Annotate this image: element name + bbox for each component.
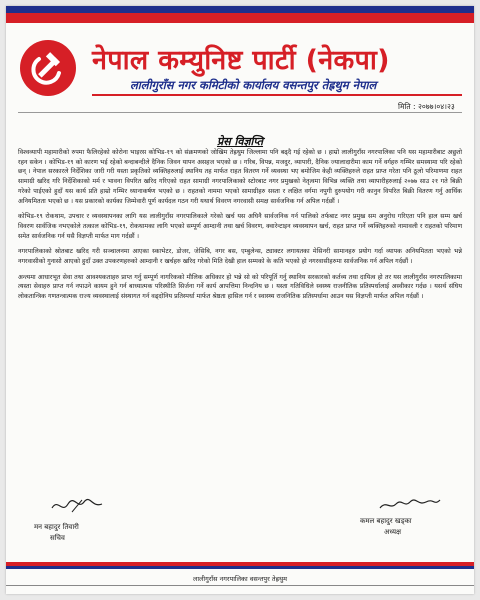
bottom-blue-stripe: [6, 566, 474, 569]
secretary-signature: [48, 494, 108, 516]
top-blue-stripe: [6, 6, 474, 13]
chairman-name: कमल बहादुर खड्का: [360, 517, 412, 525]
header-divider-red: [92, 94, 462, 96]
footer-rule: [6, 585, 474, 586]
secretary-name: मन बहादुर तिवारी: [34, 523, 79, 531]
paragraph-2: कोभिड-१९ रोकथाम, उपचार र व्यवस्थापनका लागि यस लालीगुराँस नगरपालिकाले गरेको खर्च यस अघिनै सार्वजनिक गर्न पालिको तर्फबाट नगर प्रमुख सम अनुरोध गरिएता पनि हाल सम्म खर्च विवरण सार्वजिक नभएकोले तत्काल कोभिड-१९, रोकथामका लागि भएको सम्पूर्ण आम्दानी तथा खर्च विवरण, क्वारेन्टाइन व्यवस्थापन खर्च, राहत प्राप्त गर्ने व्यक्तिहरुको नामावली र राहतको परिमाण समेत सार्वजनिक गर्न यसै विज्ञप्ती मार्फत माग गर्दछौं ।: [18, 213, 462, 240]
party-name: नेपाल कम्युनिष्ट पार्टी (नेकपा): [92, 45, 390, 76]
top-red-stripe: [6, 13, 474, 23]
press-release-page: [6, 6, 474, 594]
chairman-role: अध्यक्ष: [384, 528, 402, 536]
hammer-sickle-icon: [29, 49, 67, 87]
date-rule: [18, 112, 462, 113]
hammer-sickle-logo: [20, 40, 76, 96]
release-date: मिति : २०७७।०४।२३: [398, 102, 455, 111]
office-subtitle: लालीगुराँस नगर कमिटीको कार्यालय वसन्तपुर तेह्रथुम नेपाल: [130, 78, 377, 92]
chairman-block: [360, 516, 412, 538]
body-text: [18, 148, 462, 308]
paragraph-4: अन्त्यमा आधारभूत सेवा तथा आवश्यकताहरु प्राप्त गर्नु सम्पूर्ण नागरिकको मौलिक अधिकार हो भन्ने सो को परिपूर्ति गर्नु स्थानिय सरकारको कर्तव्य तथा दायित्व हो तर यस लालीगुराँस नगरपालिकामा त्यस्ता सेवाहरु प्राप्त गर्न नपाउने कायम हुने गर्न बाध्यात्मक परिस्थीति सिर्जना गर्ने कार्य आपत्तिमा निन्दनिय छ । यस्ता गतिविधिले स्वस्थ्य राजनीतिक प्रतिस्पर्धालाई अस्वीकार गर्दछ । यसर्थ संघिय लोकतान्त्रिक गणतन्त्रात्मक राज्य व्यवस्थालाई संस्थागत गर्न वढ्दोनिय प्रतिस्पर्धा मार्फत श्रेष्ठता हासिल गर्न र स्वास्थ्य राजनितिक प्रतिस्पर्धामा आउन यस विज्ञप्ती मार्फत अपिल गर्दछौं ।: [18, 273, 462, 301]
chairman-signature: [378, 494, 444, 514]
paragraph-1: विश्वव्यापी महामारीको रुपमा फैलिरहेको कोरोना भाइरस कोभिड-१९ को संक्रमणको जोखिम तेह्रथुम जिल्लामा पनि बढ्दै गई रहेको छ । हाम्रो लालीगुराँस नगरपालिका पनि यस महामारीबाट अछुतो रहन सकेन । कोभिड-१९ को कारण भई रहेको बन्दाबन्दीले दैनिक जिवन यापन असहज भएको छ । गरिब, विपन्न, मजदुर, व्यापारी, दैनिक ज्यालादारीमा काम गर्ने वर्गहरु गम्भिर समस्यामा परि रहेको छन् । नेपाल सरकारले निर्देशिका जारी गरी यस्ता प्रकृतिको व्यक्तिहरुलाई स्थानिय तह मार्फत राहत वितरण गर्ने व्यवस्था भए बमोजिम केही व्यक्तिहरुले राहत प्राप्त गरेता पनि ठूलो परिमाणमा राहत सामाग्री खरिद गरि निर्देशिकाको मर्म र भावना विपरित खरिद गरिएको राहत सामाग्री नगरपालिकाको स्टोरबाट नगर प्रमुखको नेतृत्वमा विभिन्न व्यक्ति तथा व्यापारीहरुलाई २०७७ साउ २१ गते बिक्री गरेको पाईएको हुदाँ यस कार्य प्रति हाम्रो गम्भिर ध्यानाकर्षण भएको छ । राहतको नाममा भएको सामाग्रीहरु सस्ता र लक्षित वर्गमा नपुगी दुरुपयोग गरी कानुन विपरित बिक्री वितरण गर्नु आर्थिक अनियमितता भएको छ । यस प्रकारको कार्यका जिम्मेवारी पूर्ण कार्यदल गठन गरी यथार्थ विवरण नगरवासी समक्ष सार्वजनिक गर्न अपिल गर्दछौं ।: [18, 149, 462, 205]
secretary-block: [34, 522, 79, 544]
footer-address: लालीगुराँस नगरपालिका वसन्तपुर तेह्रथुम: [192, 575, 288, 583]
secretary-role: सचिव: [50, 534, 65, 542]
press-release-heading: प्रेस विज्ञप्ति: [216, 135, 264, 148]
paragraph-3: नगरपालिकाको स्रोतबाट खरिद गरी सञ्चालनमा आएका स्काभेटर, डोजर, जेसिबि, नगर बस, एम्बुलेन्स, ट्याक्टर लगायतका मेसिनरी सामानहरु प्रयोग गर्दा व्यापक अनियमितता भएको भन्ने नगरवासीको गुनासो आएको हुदाँ उक्त उपकरणहरुको आम्दानी र खर्चहरु खरिद गरेको मिति देखी हाल सम्मको के कति भएको हो नगरवासीहरुमा सार्वजनिक गर्न अपिल गर्दछौं ।: [18, 248, 462, 266]
